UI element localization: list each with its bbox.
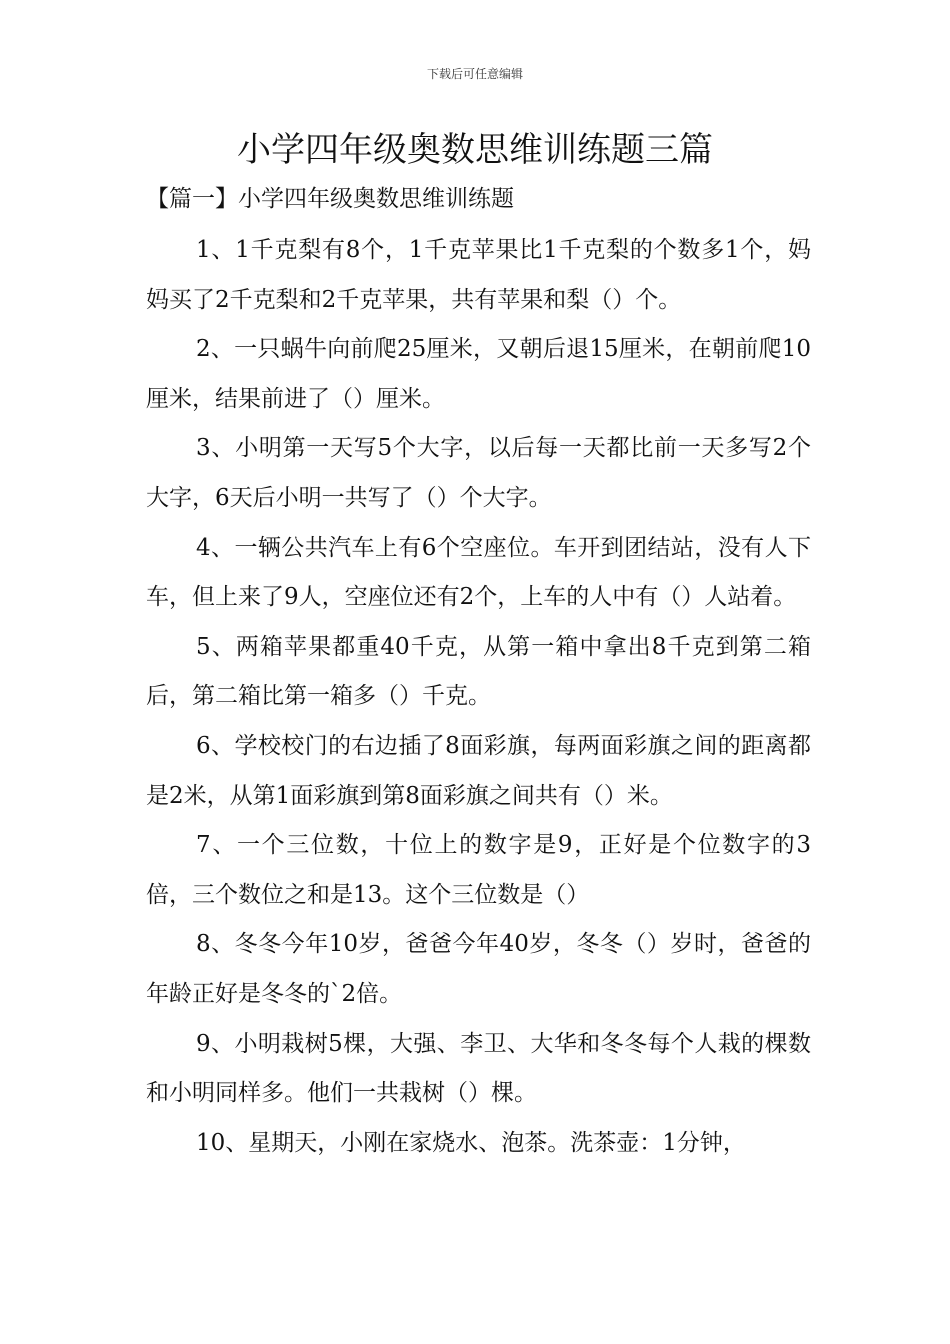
question-paragraph: 5、两箱苹果都重40千克，从第一箱中拿出8千克到第二箱后，第二箱比第一箱多（）千克。 [146,633,811,710]
question-paragraph: 7、一个三位数，十位上的数字是9，正好是个位数字的3倍，三个数位之和是13。这个三位数是（） [146,832,811,908]
question-paragraph: 2、一只蜗牛向前爬25厘米，又朝后退15厘米，在朝前爬10厘米，结果前进了（）厘米。 [146,336,811,412]
question-paragraph: 9、小明栽树5棵，大强、李卫、大华和冬冬每个人栽的棵数和小明同样多。他们一共栽树（）棵。 [146,1030,811,1107]
section-heading: 【篇一】小学四年级奥数思维训练题 [146,186,514,212]
question-paragraph: 1、1千克梨有8个，1千克苹果比1千克梨的个数多1个，妈妈买了2千克梨和2千克苹果，共有苹果和梨（）个。 [146,237,811,313]
header-note: 下载后可任意编辑 [426,67,523,81]
document-title: 小学四年级奥数思维训练题三篇 [237,130,713,170]
question-paragraph: 8、冬冬今年10岁，爸爸今年40岁，冬冬（）岁时，爸爸的年龄正好是冬冬的`2倍。 [146,931,811,1007]
question-paragraph: 4、一辆公共汽车上有6个空座位。车开到团结站，没有人下车，但上来了9人，空座位还有2个，上车的人中有（）人站着。 [146,534,811,611]
question-paragraph: 10、星期天，小刚在家烧水、泡茶。洗茶壶：1分钟， [196,1129,746,1156]
document-body [146,226,811,1168]
question-paragraph: 6、学校校门的右边插了8面彩旗，每两面彩旗之间的距离都是2米，从第1面彩旗到第8面彩旗之间共有（）米。 [146,732,811,809]
question-paragraph: 3、小明第一天写5个大字，以后每一天都比前一天多写2个大字，6天后小明一共写了（）个大字。 [146,435,811,511]
